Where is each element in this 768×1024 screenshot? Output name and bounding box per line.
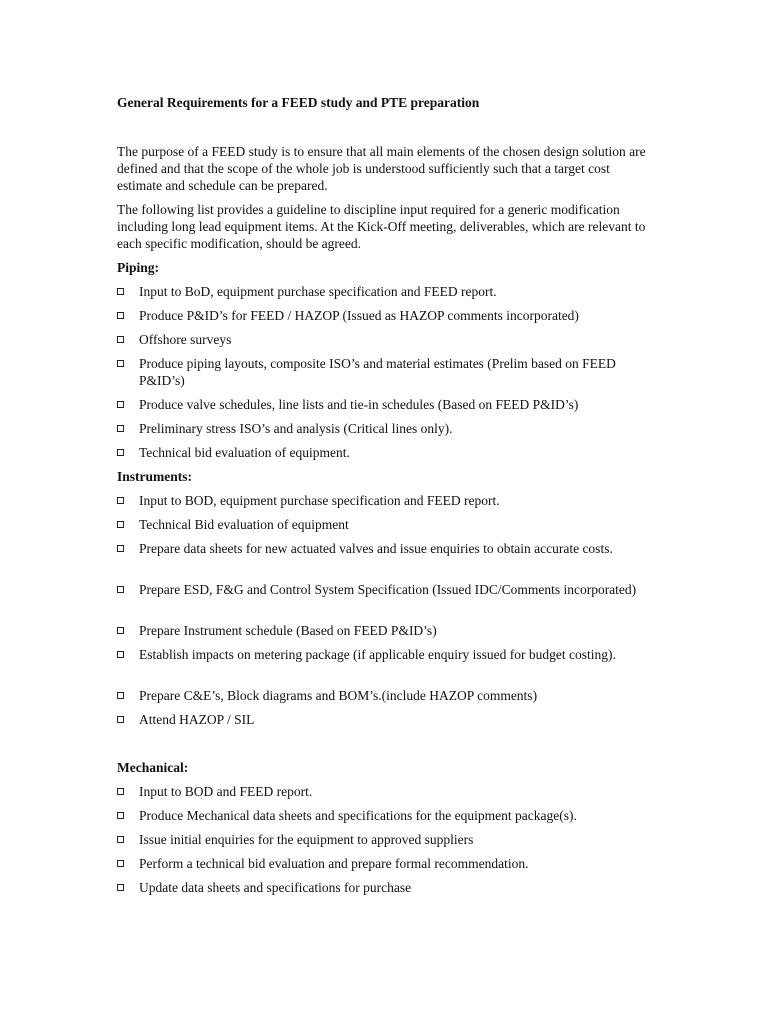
list-item: Input to BoD, equipment purchase specification and FEED report. bbox=[117, 283, 657, 300]
list-item: Input to BOD and FEED report. bbox=[117, 783, 657, 800]
list-item: Preliminary stress ISO’s and analysis (Critical lines only). bbox=[117, 420, 657, 437]
section-heading-mechanical: Mechanical: bbox=[117, 760, 189, 775]
checkbox-icon bbox=[117, 425, 124, 432]
checkbox-icon bbox=[117, 788, 124, 795]
list-item: Produce valve schedules, line lists and tie-in schedules (Based on FEED P&ID’s) bbox=[117, 396, 657, 413]
section-heading-instruments: Instruments: bbox=[117, 469, 193, 484]
list-item: Perform a technical bid evaluation and prepare formal recommendation. bbox=[117, 855, 657, 872]
list-item: Update data sheets and specifications for purchase bbox=[117, 879, 657, 896]
list-item: Prepare ESD, F&G and Control System Specification (Issued IDC/Comments incorporated) bbox=[117, 581, 657, 598]
checkbox-icon bbox=[117, 812, 124, 819]
list-item: Issue initial enquiries for the equipment to approved suppliers bbox=[117, 831, 657, 848]
checkbox-icon bbox=[117, 449, 124, 456]
list-item: Establish impacts on metering package (if applicable enquiry issued for budget costing). bbox=[117, 646, 657, 663]
list-item: Input to BOD, equipment purchase specification and FEED report. bbox=[117, 492, 657, 509]
checkbox-icon bbox=[117, 627, 124, 634]
checkbox-icon bbox=[117, 497, 124, 504]
checkbox-icon bbox=[117, 860, 124, 867]
checkbox-icon bbox=[117, 545, 124, 552]
list-item: Offshore surveys bbox=[117, 331, 657, 348]
checkbox-icon bbox=[117, 884, 124, 891]
checkbox-icon bbox=[117, 288, 124, 295]
section-heading-piping: Piping: bbox=[117, 260, 160, 275]
list-item: Technical Bid evaluation of equipment bbox=[117, 516, 657, 533]
checkbox-icon bbox=[117, 336, 124, 343]
checkbox-icon bbox=[117, 521, 124, 528]
list-item: Attend HAZOP / SIL bbox=[117, 711, 657, 728]
paragraph-purpose: The purpose of a FEED study is to ensure that all main elements of the chosen design solution are defined and that the scope of the whole job is understood sufficiently such that a target cost estimate and schedule can be prepared. bbox=[117, 144, 646, 193]
list-item: Technical bid evaluation of equipment. bbox=[117, 444, 657, 461]
document-title: General Requirements for a FEED study and PTE preparation bbox=[117, 95, 480, 110]
list-item: Prepare C&E’s, Block diagrams and BOM’s.(include HAZOP comments) bbox=[117, 687, 657, 704]
checkbox-icon bbox=[117, 716, 124, 723]
checkbox-icon bbox=[117, 651, 124, 658]
list-item: Produce Mechanical data sheets and specifications for the equipment package(s). bbox=[117, 807, 657, 824]
list-item: Prepare data sheets for new actuated valves and issue enquiries to obtain accurate costs. bbox=[117, 540, 657, 557]
checkbox-icon bbox=[117, 836, 124, 843]
checkbox-icon bbox=[117, 401, 124, 408]
checkbox-icon bbox=[117, 586, 124, 593]
checkbox-icon bbox=[117, 360, 124, 367]
list-item: Prepare Instrument schedule (Based on FEED P&ID’s) bbox=[117, 622, 657, 639]
paragraph-guideline: The following list provides a guideline to discipline input required for a generic modification including long lead equipment items. At the Kick-Off meeting, deliverables, which are relevant to each specific modification, should be agreed. bbox=[117, 202, 646, 251]
list-item: Produce P&ID’s for FEED / HAZOP (Issued as HAZOP comments incorporated) bbox=[117, 307, 657, 324]
list-item: Produce piping layouts, composite ISO’s and material estimates (Prelim based on FEED P&ID’s) bbox=[117, 355, 657, 389]
checkbox-icon bbox=[117, 312, 124, 319]
checkbox-icon bbox=[117, 692, 124, 699]
